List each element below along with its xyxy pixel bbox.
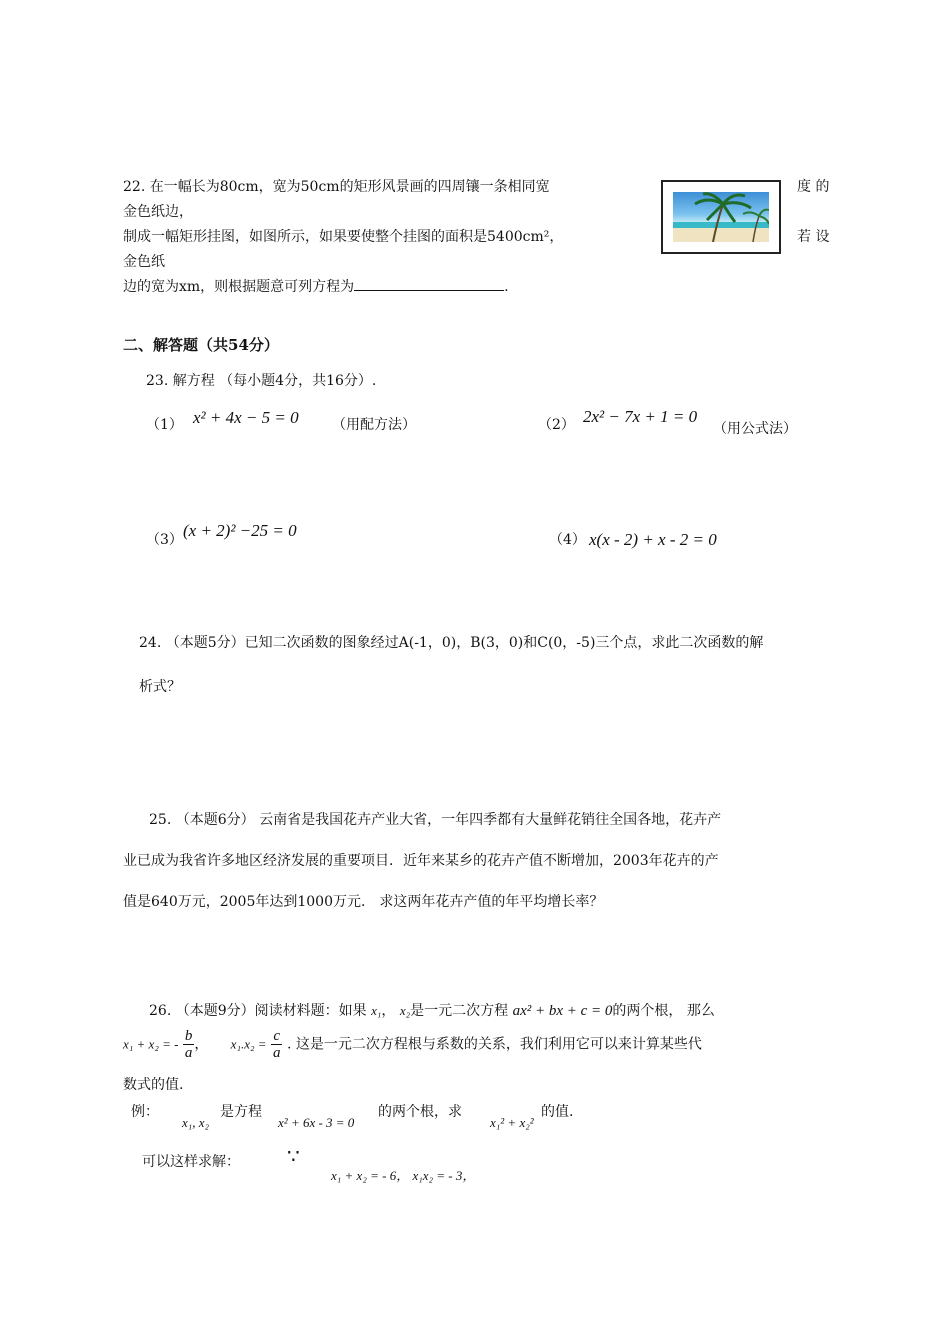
- q26-sum-lhs: x₁ + x₂ = -: [123, 1036, 179, 1052]
- q26-comma: ，: [381, 1003, 396, 1019]
- q25-line2: 业已成为我省许多地区经济发展的重要项目．近年来某乡的花卉产值不断增加，2003年花卉的产: [123, 853, 719, 869]
- q23-p2-method: （用公式法）: [713, 421, 797, 437]
- q23-p2-label: （2）: [538, 417, 575, 433]
- q22-line3-right: 若 设: [797, 229, 830, 245]
- q26-example-label: 例：: [131, 1104, 159, 1120]
- q23-p1-method: （用配方法）: [332, 417, 416, 433]
- q22-line4: 金色纸: [123, 254, 165, 270]
- q25-line1: 25. （本题6分） 云南省是我国花卉产业大省，一年四季都有大量鲜花销往全国各地，花卉产: [149, 812, 722, 828]
- q24-line2: 析式？: [139, 679, 181, 695]
- q25-line3: 值是640万元，2005年达到1000万元． 求这两年花卉产值的年平均增长率？: [123, 894, 604, 910]
- q26-intro: 26. （本题9分）阅读材料题：如果: [149, 1003, 367, 1019]
- q26-frac1-den: a: [184, 1045, 193, 1061]
- q23-p1-label: （1）: [146, 417, 183, 433]
- q26-product-lhs: x₁.x₂ =: [230, 1036, 267, 1052]
- q22-line5-text: 边的宽为xm，则根据题意可列方程为: [123, 279, 355, 295]
- section-title: 二、解答题（共54分）: [123, 336, 279, 354]
- q26-example-value: 的值.: [541, 1104, 574, 1120]
- q26-frac1-num: b: [184, 1028, 193, 1044]
- q26-x2: x₂: [399, 1003, 411, 1018]
- q23-p4-equation: x(x - 2) + x - 2 = 0: [589, 530, 717, 549]
- q23-title: 23. 解方程 （每小题4分，共16分）.: [146, 373, 377, 389]
- because-symbol: ∵: [287, 1144, 300, 1168]
- q22-line2: 金色纸边，: [123, 204, 193, 220]
- q22-line3: 制成一幅矩形挂图，如图所示，如果要使整个挂图的面积是5400cm²，: [123, 229, 564, 245]
- q26-frac2-den: a: [272, 1045, 281, 1061]
- q23-p3-equation: (x + 2)² −25 = 0: [183, 521, 297, 540]
- q26-quadratic: ax² + bx + c = 0: [512, 1003, 613, 1019]
- q23-p4-label: （4）: [549, 532, 586, 548]
- q26-example-target: x₁² + x₂²: [490, 1115, 534, 1130]
- answer-blank[interactable]: [354, 276, 504, 291]
- q22-line1-right: 度 的: [797, 179, 830, 195]
- q26-line3: 数式的值.: [123, 1077, 184, 1093]
- q26-example-is: 是方程: [220, 1104, 262, 1120]
- q26-line2-text: . 这是一元二次方程根与系数的关系，我们利用它可以来计算某些代: [286, 1036, 702, 1053]
- q22-line5-end: .: [504, 279, 509, 295]
- q26-solve-equation: x₁ + x₂ = - 6， x₁x₂ = - 3，: [331, 1168, 476, 1183]
- q23-p3-label: （3）: [146, 532, 183, 548]
- q26-x1: x₁: [371, 1003, 382, 1018]
- q26-example-roots: 的两个根，求: [378, 1104, 462, 1120]
- beach-palm-image: [673, 192, 769, 242]
- q22-line5: [123, 276, 509, 296]
- q26-fraction-b-over-a: [183, 1028, 195, 1061]
- q26-frac2-num: c: [271, 1028, 283, 1045]
- q26-line1: [149, 1000, 715, 1020]
- q23-p1-equation: x² + 4x − 5 = 0: [193, 408, 299, 427]
- q26-solve-label: 可以这样求解：: [142, 1154, 240, 1170]
- q26-line2: x₁ + x₂ = - $\frac{b}{a}$ ， x₁.x₂ = $\frac{c}{a}$ . 这是一元二次方程根与系数的关系，我们利用它可以来计算某些代: [123, 1028, 702, 1061]
- q26-example-equation: x² + 6x - 3 = 0: [278, 1115, 355, 1130]
- q24-line1: 24. （本题5分）已知二次函数的图象经过A(-1，0)，B(3，0)和C(0，-5)三个点，求此二次函数的解: [139, 635, 764, 651]
- q26-text-b: 是一元二次方程: [410, 1003, 509, 1019]
- q26-example-vars: x₁, x₂: [182, 1115, 210, 1130]
- q22-line1: 22. 在一幅长为80cm，宽为50cm的矩形风景画的四周镶一条相同宽: [123, 179, 550, 195]
- q26-fraction-c-over-a: [271, 1028, 283, 1061]
- framed-landscape-picture: [661, 180, 781, 254]
- q23-p2-equation: 2x² − 7x + 1 = 0: [583, 407, 698, 426]
- q26-text-c: 的两个根， 那么: [612, 1003, 715, 1019]
